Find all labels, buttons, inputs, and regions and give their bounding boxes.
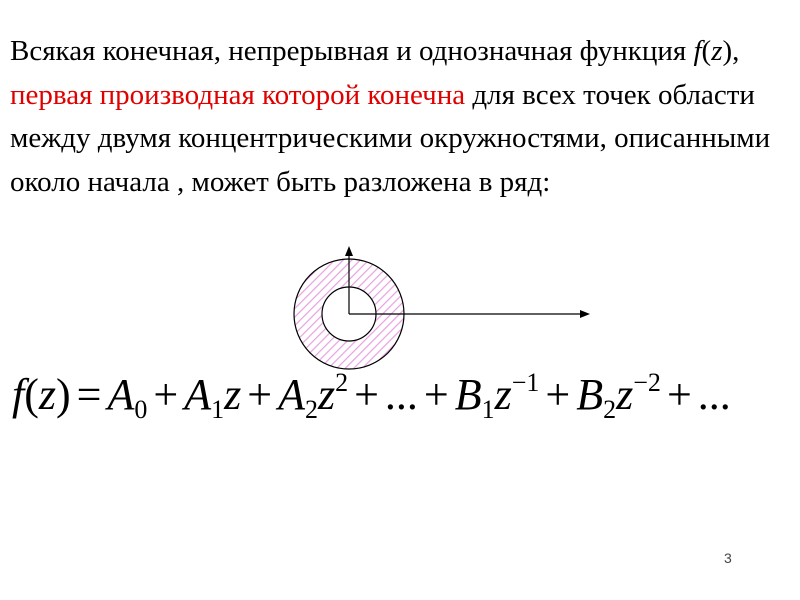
ellipsis-2: ...: [697, 370, 731, 419]
term-B1-exp: −1: [511, 368, 540, 397]
formula-rparen: ): [56, 370, 71, 419]
comma-text: ,: [732, 35, 740, 67]
term-B1-z: z: [494, 370, 512, 419]
paragraph-text-part2: для всех точек области между двумя концентрическими окружностями, описанными около начала , может быть разложена в ряд:: [10, 78, 771, 198]
plus-6: +: [666, 370, 692, 419]
term-B2-sub: 2: [603, 395, 617, 424]
plus-2: +: [247, 370, 273, 419]
term-A1: A: [184, 370, 212, 419]
formula-z: z: [38, 370, 57, 419]
plus-5: +: [545, 370, 571, 419]
laurent-series-formula: [12, 365, 731, 425]
term-A2-exp: 2: [335, 368, 349, 397]
term-A0: A: [107, 370, 135, 419]
function-close-paren: ): [722, 35, 733, 67]
function-variable: z: [711, 35, 723, 67]
term-A0-sub: 0: [134, 395, 148, 424]
term-B2-z: z: [616, 370, 634, 419]
formula-f: f: [12, 370, 25, 419]
term-A1-sub: 1: [211, 395, 225, 424]
term-A2: A: [278, 370, 305, 419]
formula-equals: =: [76, 370, 102, 419]
plus-3: +: [354, 370, 379, 419]
plus-4: +: [423, 370, 449, 419]
term-B2: B: [576, 370, 604, 419]
function-open-paren: (: [701, 35, 712, 67]
highlighted-phrase: первая производная которой конечна: [10, 78, 466, 111]
term-B2-exp: −2: [633, 368, 661, 397]
term-A1-z: z: [224, 370, 242, 419]
page-number: 3: [724, 550, 732, 566]
term-A2-z: z: [317, 370, 336, 419]
plus-1: +: [153, 370, 179, 419]
horizontal-arrowhead: [580, 310, 590, 318]
paragraph-text-part1: Всякая конечная, непрерывная и однозначная функция: [10, 35, 694, 67]
term-A2-sub: 2: [304, 395, 318, 424]
ellipsis-1: ...: [384, 370, 418, 419]
formula-lparen: (: [24, 370, 39, 419]
term-B1: B: [454, 370, 482, 419]
vertical-arrowhead: [345, 246, 353, 256]
function-name: f: [693, 35, 702, 67]
term-B1-sub: 1: [481, 395, 495, 424]
